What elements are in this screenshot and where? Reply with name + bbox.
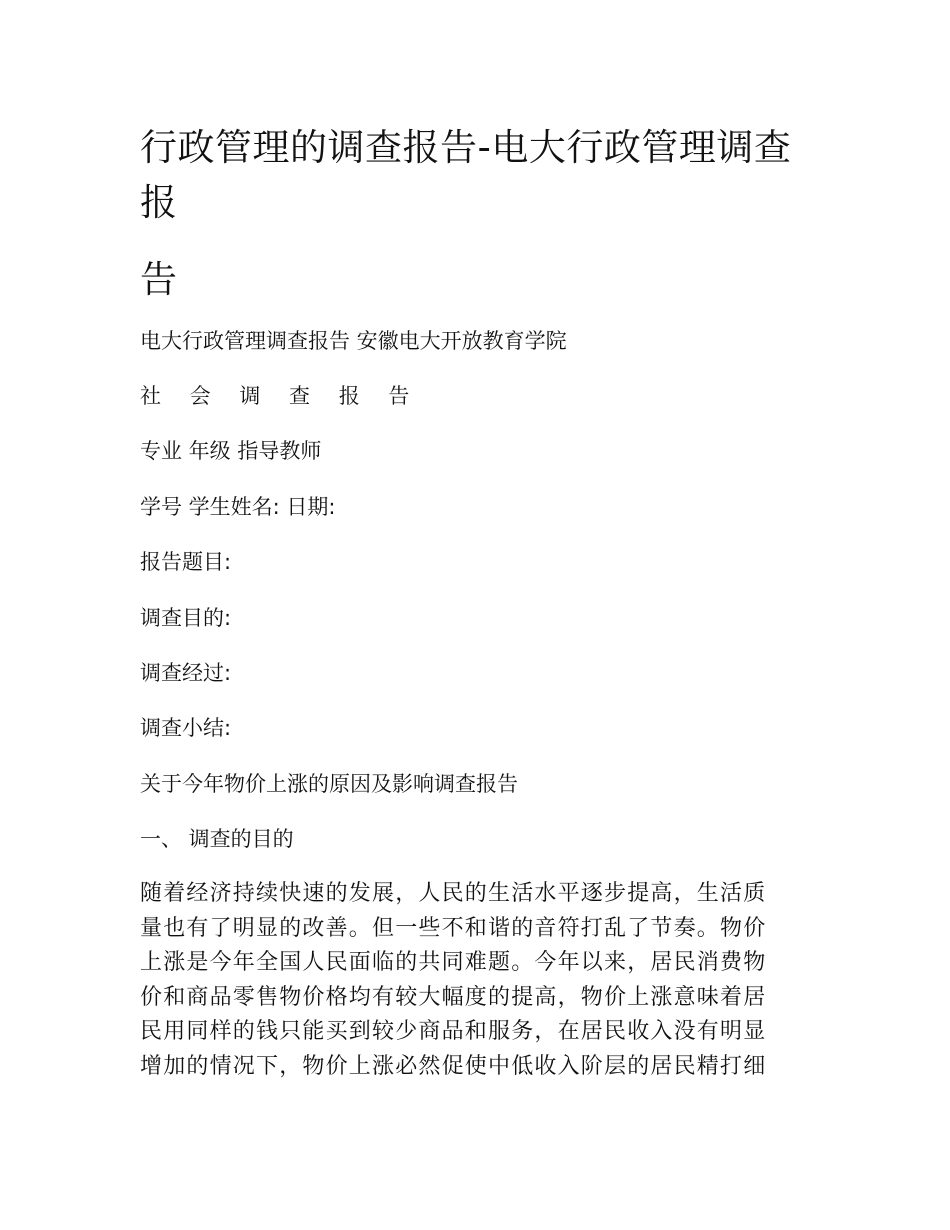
paragraph-line: 增加的情况下，物价上涨必然促使中低收入阶层的居民精打细 bbox=[140, 1053, 767, 1079]
paragraph-line: 量也有了明显的改善。但一些不和谐的音符打乱了节奏。物价 bbox=[140, 915, 767, 941]
paragraph-line: 上涨是今年全国人民面临的共同难题。今年以来，居民消费物 bbox=[140, 950, 767, 975]
report-title: 关于今年物价上涨的原因及影响调查报告 bbox=[140, 772, 518, 796]
section-heading: 一、 调查的目的 bbox=[140, 827, 294, 851]
report-topic-label: 报告题目: bbox=[140, 550, 232, 574]
document-title-line-3: 告 bbox=[140, 258, 178, 301]
body-paragraph bbox=[140, 877, 820, 1084]
survey-summary-label: 调查小结: bbox=[140, 716, 232, 740]
paragraph-line: 民用同样的钱只能买到较少商品和服务，在居民收入没有明显 bbox=[140, 1019, 767, 1044]
source-line: 电大行政管理调查报告 安徽电大开放教育学院 bbox=[140, 329, 567, 353]
survey-purpose-label: 调查目的: bbox=[140, 606, 232, 630]
document-title-line-2: 报 bbox=[140, 181, 178, 224]
paragraph-line: 随着经济持续快速的发展，人民的生活水平逐步提高，生活质 bbox=[140, 881, 767, 906]
major-grade-teacher-line: 专业 年级 指导教师 bbox=[140, 439, 322, 463]
student-info-line: 学号 学生姓名: 日期: bbox=[140, 495, 336, 519]
report-type-heading: 社 会 调 查 报 告 bbox=[140, 384, 421, 408]
paragraph-line: 价和商品零售物价格均有较大幅度的提高，物价上涨意味着居 bbox=[140, 984, 767, 1010]
document-title-line-1: 行政管理的调查报告-电大行政管理调查 bbox=[140, 126, 792, 169]
survey-process-label: 调查经过: bbox=[140, 661, 232, 685]
